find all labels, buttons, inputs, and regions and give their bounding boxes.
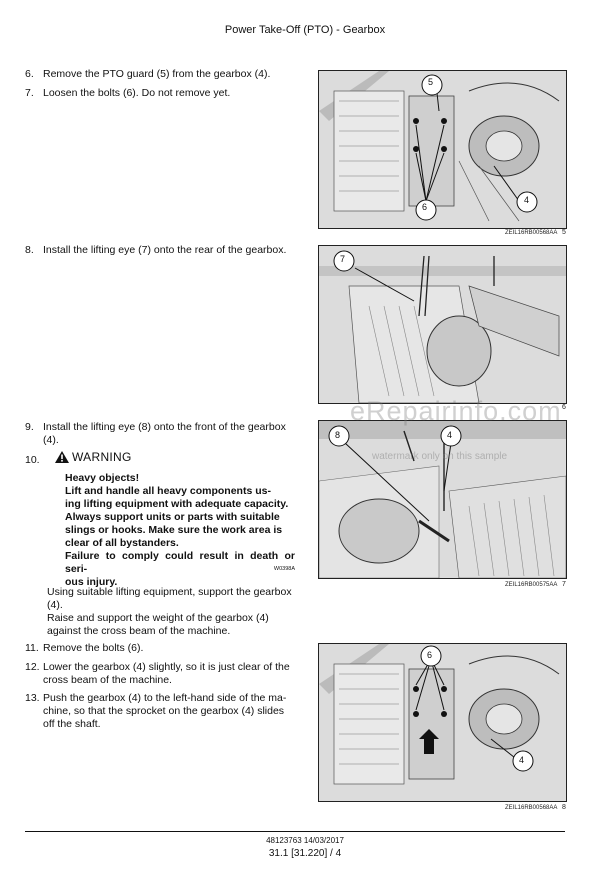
figure-number: 5 [562,229,566,236]
step-text: (4). [43,434,59,446]
warning-line: clear of all bystanders. [65,537,179,549]
step-6 [25,68,270,81]
warning-line: Always support units or parts with suitable [65,511,280,523]
callout-6: 6 [427,650,433,660]
step-number: 7. [25,87,34,99]
step-8 [25,244,286,257]
warning-box [55,450,300,464]
figure-code: ZEIL16RB00568AA [505,230,558,236]
warning-code: W0398A [273,566,295,572]
callout-5: 5 [428,77,434,87]
figure-6-image [318,245,567,404]
warning-triangle-icon [55,451,69,463]
figure-8-image [318,643,567,802]
step-10-followup [47,586,297,638]
callout-4: 4 [519,755,525,765]
figure-code: ZEIL16RB00575AA [505,582,558,588]
step-7 [25,87,230,100]
step-9 [25,421,295,447]
step-number: 9. [25,421,34,433]
callout-7: 7 [340,254,346,264]
followup-line: Using suitable lifting equipment, support the gearbox [47,586,292,598]
step-number: 13. [25,692,40,704]
step-text: Install the lifting eye (8) onto the front of the gearbox [43,421,286,433]
callout-6: 6 [422,202,428,212]
step-text: Loosen the bolts (6). Do not remove yet. [43,87,231,99]
figure-number: 7 [562,581,566,588]
page-header: Power Take-Off (PTO) - Gearbox [224,24,386,36]
step-10-number: 10. [25,454,40,466]
figure-number: 8 [562,804,566,811]
warning-line: Lift and handle all heavy components us- [65,485,271,497]
followup-line: against the cross beam of the machine. [47,625,231,637]
step-text: Remove the bolts (6). [43,642,144,654]
warning-label: WARNING [72,450,132,464]
step-text: Push the gearbox (4) to the left-hand side of the ma- [43,692,287,704]
step-number: 8. [25,244,34,256]
followup-line: Raise and support the weight of the gearbox (4) [47,612,269,624]
callout-4: 4 [447,430,453,440]
step-text: chine, so that the sprocket on the gearbox (4) slides [43,705,285,717]
callout-4: 4 [524,195,530,205]
step-text: off the shaft. [43,718,101,730]
step-number: 12. [25,661,40,673]
footer-page-ref: 31.1 [31.220] / 4 [268,848,342,859]
figure-5-image [318,70,567,229]
watermark: eRepairinfo.com [350,396,562,426]
step-13 [25,692,300,731]
warning-line: ous injury. [65,576,118,588]
callout-8: 8 [335,430,341,440]
footer-doc-id: 48123763 14/03/2017 [266,836,344,845]
step-text: Install the lifting eye (7) onto the rear of the gearbox. [43,244,287,256]
step-text: Remove the PTO guard (5) from the gearbox (4). [43,68,271,80]
warning-line: ing lifting equipment with adequate capacity. [65,498,289,510]
figure-number: 6 [562,404,566,411]
warning-line: Failure to comply could result in death or seri- [65,550,295,575]
figure-7-image [318,420,567,579]
step-11 [25,642,143,655]
step-number: 6. [25,68,34,80]
step-text: cross beam of the machine. [43,674,172,686]
figure-code: ZEIL16RB00568AA [505,805,558,811]
step-12 [25,661,300,687]
warning-line: slings or hooks. Make sure the work area is [65,524,283,536]
footer-rule [25,831,565,832]
step-text: Lower the gearbox (4) slightly, so it is just clear of the [43,661,290,673]
warning-line: Heavy objects! [65,472,140,484]
followup-line: (4). [47,599,63,611]
step-number: 11. [25,642,39,654]
watermark-sub: watermark only on this sample [372,451,508,462]
